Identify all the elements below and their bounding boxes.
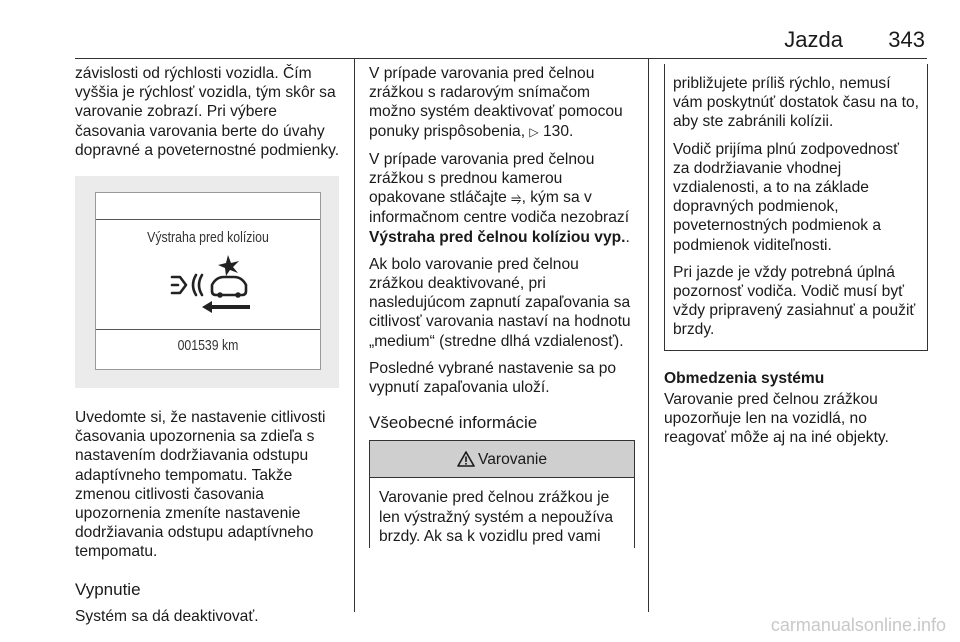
page-header: [75, 24, 927, 59]
limitations-paragraph: Varovanie pred čelnou zrážkou upozorňuje len na vozidlá, no reagovať môže aj na iné objekty.: [664, 390, 889, 447]
page-number: 343: [888, 27, 925, 52]
deactivation-heading: Vypnutie: [75, 579, 141, 599]
driver-responsibility-text: Vodič prijíma plnú zodpovednosť za dodržiavanie vhodnej vzdialenosti, a to na základe dopravných podmienok, poveternostných podmienok a podmienok viditeľnosti.: [673, 140, 900, 254]
general-info-heading: Všeobecné informácie: [369, 413, 538, 433]
column-divider-2: [648, 58, 649, 612]
sensitivity-paragraph: Uvedomte si, že nastavenie citlivosti časovania upozornenia sa zdieľa s nastavením dodržiavania odstupu adaptívneho tempomatu. Takže zmenou citlivosti časovania upozornenia zmeníte nastavenie dodržiavania odstupu adaptívneho tempomatu.: [75, 409, 326, 561]
warning-body: Varovanie pred čelnou zrážkou je len výstražný systém a nepoužíva brzdy. Ak sa k vozidlu pred vami: [379, 489, 614, 545]
column-1: [75, 64, 343, 634]
section-title: Jazda: [784, 27, 843, 52]
column-2: [369, 64, 635, 548]
warning-box: [369, 440, 635, 548]
camera-deactivation-paragraph: V prípade varovania pred čelnou zrážkou s prednou kamerou opakovane stláčajte ⥤, kým sa v informačnom centre vodiča nezobrazí Výstraha pred čelnou kolíziou vyp..: [369, 150, 630, 246]
reactivation-paragraph: Ak bolo varovanie pred čelnou zrážkou deaktivované, pri nasledujúcom zapnutí zapaľovania sa citlivosť varovania nastaví na hodnotu „medium“ (stredne dlhá vzdialenosť).: [369, 255, 631, 350]
driver-attention-text: Pri jazde je vždy potrebná úplná pozornosť vodiča. Vodič musí byť vždy pripravený zasiahnuť a použiť brzdy.: [673, 263, 916, 339]
column-3: [664, 64, 928, 455]
radar-deactivation-paragraph: V prípade varovania pred čelnou zrážkou s radarovým snímačom možno systém deaktivovať pomocou ponuky prispôsobenia, ▷ 130.: [369, 65, 623, 140]
dashboard-figure: [75, 176, 339, 388]
warning-header: [370, 440, 634, 478]
collision-sensitivity-button-icon: ⥤: [511, 191, 522, 207]
intro-paragraph: závislosti od rýchlosti vozidla. Čím vyššia je rýchlosť vozidla, tým skôr sa varovanie zobrazí. Pri výbere časovania varovania berte do úvahy dopravné a poveternostné podmienky.: [75, 65, 340, 159]
watermark: carmanualsonline.info: [770, 615, 946, 635]
triangle-right-icon: ▷: [529, 124, 539, 139]
warning-title: Varovanie: [477, 450, 548, 468]
warning-triangle-icon: [457, 451, 475, 467]
limitations-heading: Obmedzenia systému: [664, 369, 825, 387]
column-divider-1: [354, 58, 355, 612]
odometer-reading: 001539 km: [177, 337, 239, 355]
warning-text-cont: približujete príliš rýchlo, nemusí vám poskytnúť dostatok času na to, aby ste zabránili kolízii.: [673, 75, 919, 131]
collision-alert-icon: [168, 255, 258, 317]
collision-warning-message: Výstraha pred kolíziou: [147, 229, 269, 247]
warning-box-continued: [664, 64, 928, 351]
driver-info-display: [95, 192, 321, 370]
deactivation-paragraph: Systém sa dá deaktivovať.: [75, 607, 259, 625]
memory-paragraph: Posledné vybrané nastavenie sa po vypnutí zapaľovania uloží.: [369, 359, 617, 397]
page-reference[interactable]: 130.: [542, 122, 574, 140]
deactivated-message: Výstraha pred čelnou kolíziou vyp.: [369, 228, 626, 246]
